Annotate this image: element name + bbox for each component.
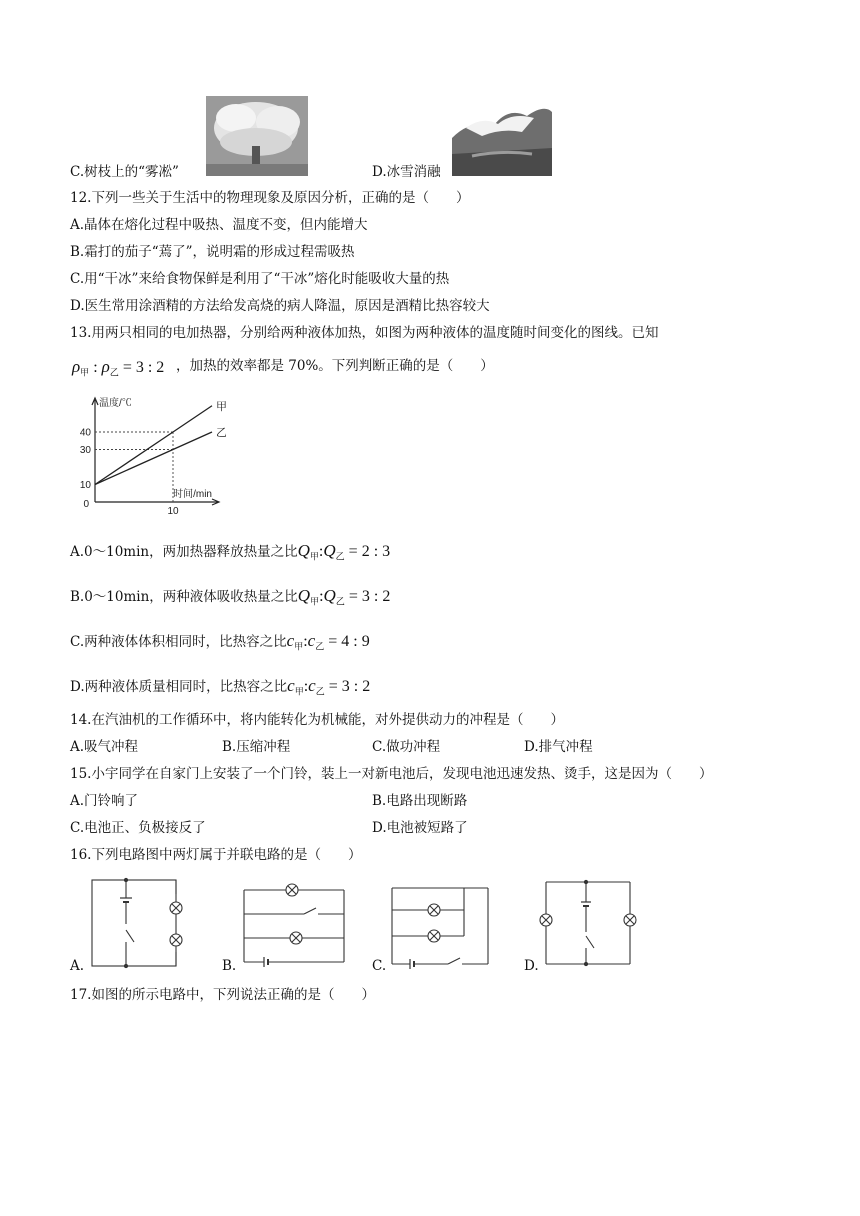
q14-option-d: D.排气冲程 bbox=[524, 739, 593, 755]
q17-stem: 17.如图的所示电路中，下列说法正确的是（ ） bbox=[70, 987, 375, 1003]
series-line-jia bbox=[95, 406, 212, 485]
q16-option-d: D. bbox=[524, 958, 539, 974]
series-label-jia: 甲 bbox=[216, 400, 226, 413]
ratio-b: 3 : 2 bbox=[361, 588, 391, 605]
y-tick-label: 30 bbox=[79, 445, 91, 456]
q13-option-c: C.两种液体体积相同时，比热容之比$c_甲:c_乙 = 4$ : 9 bbox=[70, 631, 370, 653]
circuit-d-diagram bbox=[536, 876, 640, 970]
q15-option-d: D.电池被短路了 bbox=[372, 820, 468, 836]
q14-option-c: C.做功冲程 bbox=[372, 739, 441, 755]
q13-option-a: A.0～10min，两加热器释放热量之比$Q_甲:Q_乙 = 2$ : 3 bbox=[70, 541, 391, 563]
density-ratio-value: 3 : 2 bbox=[135, 359, 165, 376]
q16-option-c: C. bbox=[372, 958, 387, 974]
y-tick-label: 10 bbox=[79, 480, 91, 491]
q13-stem: 13.用两只相同的电加热器，分别给两种液体加热，如图为两种液体的温度随时间变化的图线。已知 bbox=[70, 325, 659, 341]
ratio-d: 3 : 2 bbox=[341, 678, 371, 695]
rime-photo bbox=[206, 96, 308, 176]
q13-stem-tail: ，加热的效率都是 70%。下列判断正确的是（ ） bbox=[176, 358, 494, 374]
circuit-b-diagram bbox=[238, 876, 350, 970]
q16-stem: 16.下列电路图中两灯属于并联电路的是（ ） bbox=[70, 847, 362, 863]
melting-snow-photo bbox=[452, 98, 552, 176]
x-axis-label: 时间/min bbox=[173, 489, 212, 500]
series-label-yi: 乙 bbox=[216, 427, 226, 439]
q12-option-d: D.医生常用涂酒精的方法给发高烧的病人降温，原因是酒精比热容较大 bbox=[70, 298, 490, 314]
q13-density-ratio: $\rho_甲$ : $\rho_乙 = 3$ : 2 bbox=[72, 357, 165, 379]
q14-option-b: B.压缩冲程 bbox=[222, 739, 291, 755]
q12-option-c: C.用“干冰”来给食物保鲜是利用了“干冰”熔化时能吸收大量的热 bbox=[70, 271, 450, 287]
q16-option-a: A. bbox=[70, 958, 85, 974]
chart-svg bbox=[66, 392, 226, 520]
x-tick-label: 10 bbox=[167, 506, 179, 517]
circuit-a-diagram bbox=[84, 874, 184, 970]
y-tick-label: 40 bbox=[79, 427, 91, 439]
q11-option-d: D.冰雪消融 bbox=[372, 164, 441, 180]
q15-option-b: B.电路出现断路 bbox=[372, 793, 468, 809]
ratio-c: 4 : 9 bbox=[341, 633, 370, 650]
circuit-c-diagram bbox=[388, 882, 494, 970]
q14-option-a: A.吸气冲程 bbox=[70, 739, 139, 755]
q15-stem: 15.小宇同学在自家门上安装了一个门铃，装上一对新电池后，发现电池迅速发热、烫手，这是因为（ ） bbox=[70, 766, 713, 782]
q12-option-a: A.晶体在熔化过程中吸热、温度不变，但内能增大 bbox=[70, 217, 368, 233]
y-axis-label: 温度/℃ bbox=[99, 398, 132, 409]
q12-stem: 12.下列一些关于生活中的物理现象及原因分析，正确的是（ ） bbox=[70, 190, 470, 206]
ratio-a: 2 : 3 bbox=[361, 543, 391, 560]
q13-option-d: D.两种液体质量相同时，比热容之比$c_甲:c_乙 = 3$ : 2 bbox=[70, 676, 371, 698]
q14-stem: 14.在汽油机的工作循环中，将内能转化为机械能，对外提供动力的冲程是（ ） bbox=[70, 712, 564, 728]
origin-label: 0 bbox=[83, 499, 89, 510]
temperature-time-chart bbox=[66, 392, 226, 520]
q11-option-c: C.树枝上的“雾凇” bbox=[70, 164, 179, 180]
q15-option-a: A.门铃响了 bbox=[70, 793, 139, 809]
q16-option-b: B. bbox=[222, 958, 237, 974]
q12-option-b: B.霜打的茄子“蔫了”，说明霜的形成过程需吸热 bbox=[70, 244, 355, 260]
q15-option-c: C.电池正、负极接反了 bbox=[70, 820, 206, 836]
series-line-yi bbox=[95, 432, 212, 485]
q13-option-b: B.0～10min，两种液体吸收热量之比$Q_甲:Q_乙 = 3$ : 2 bbox=[70, 586, 391, 608]
